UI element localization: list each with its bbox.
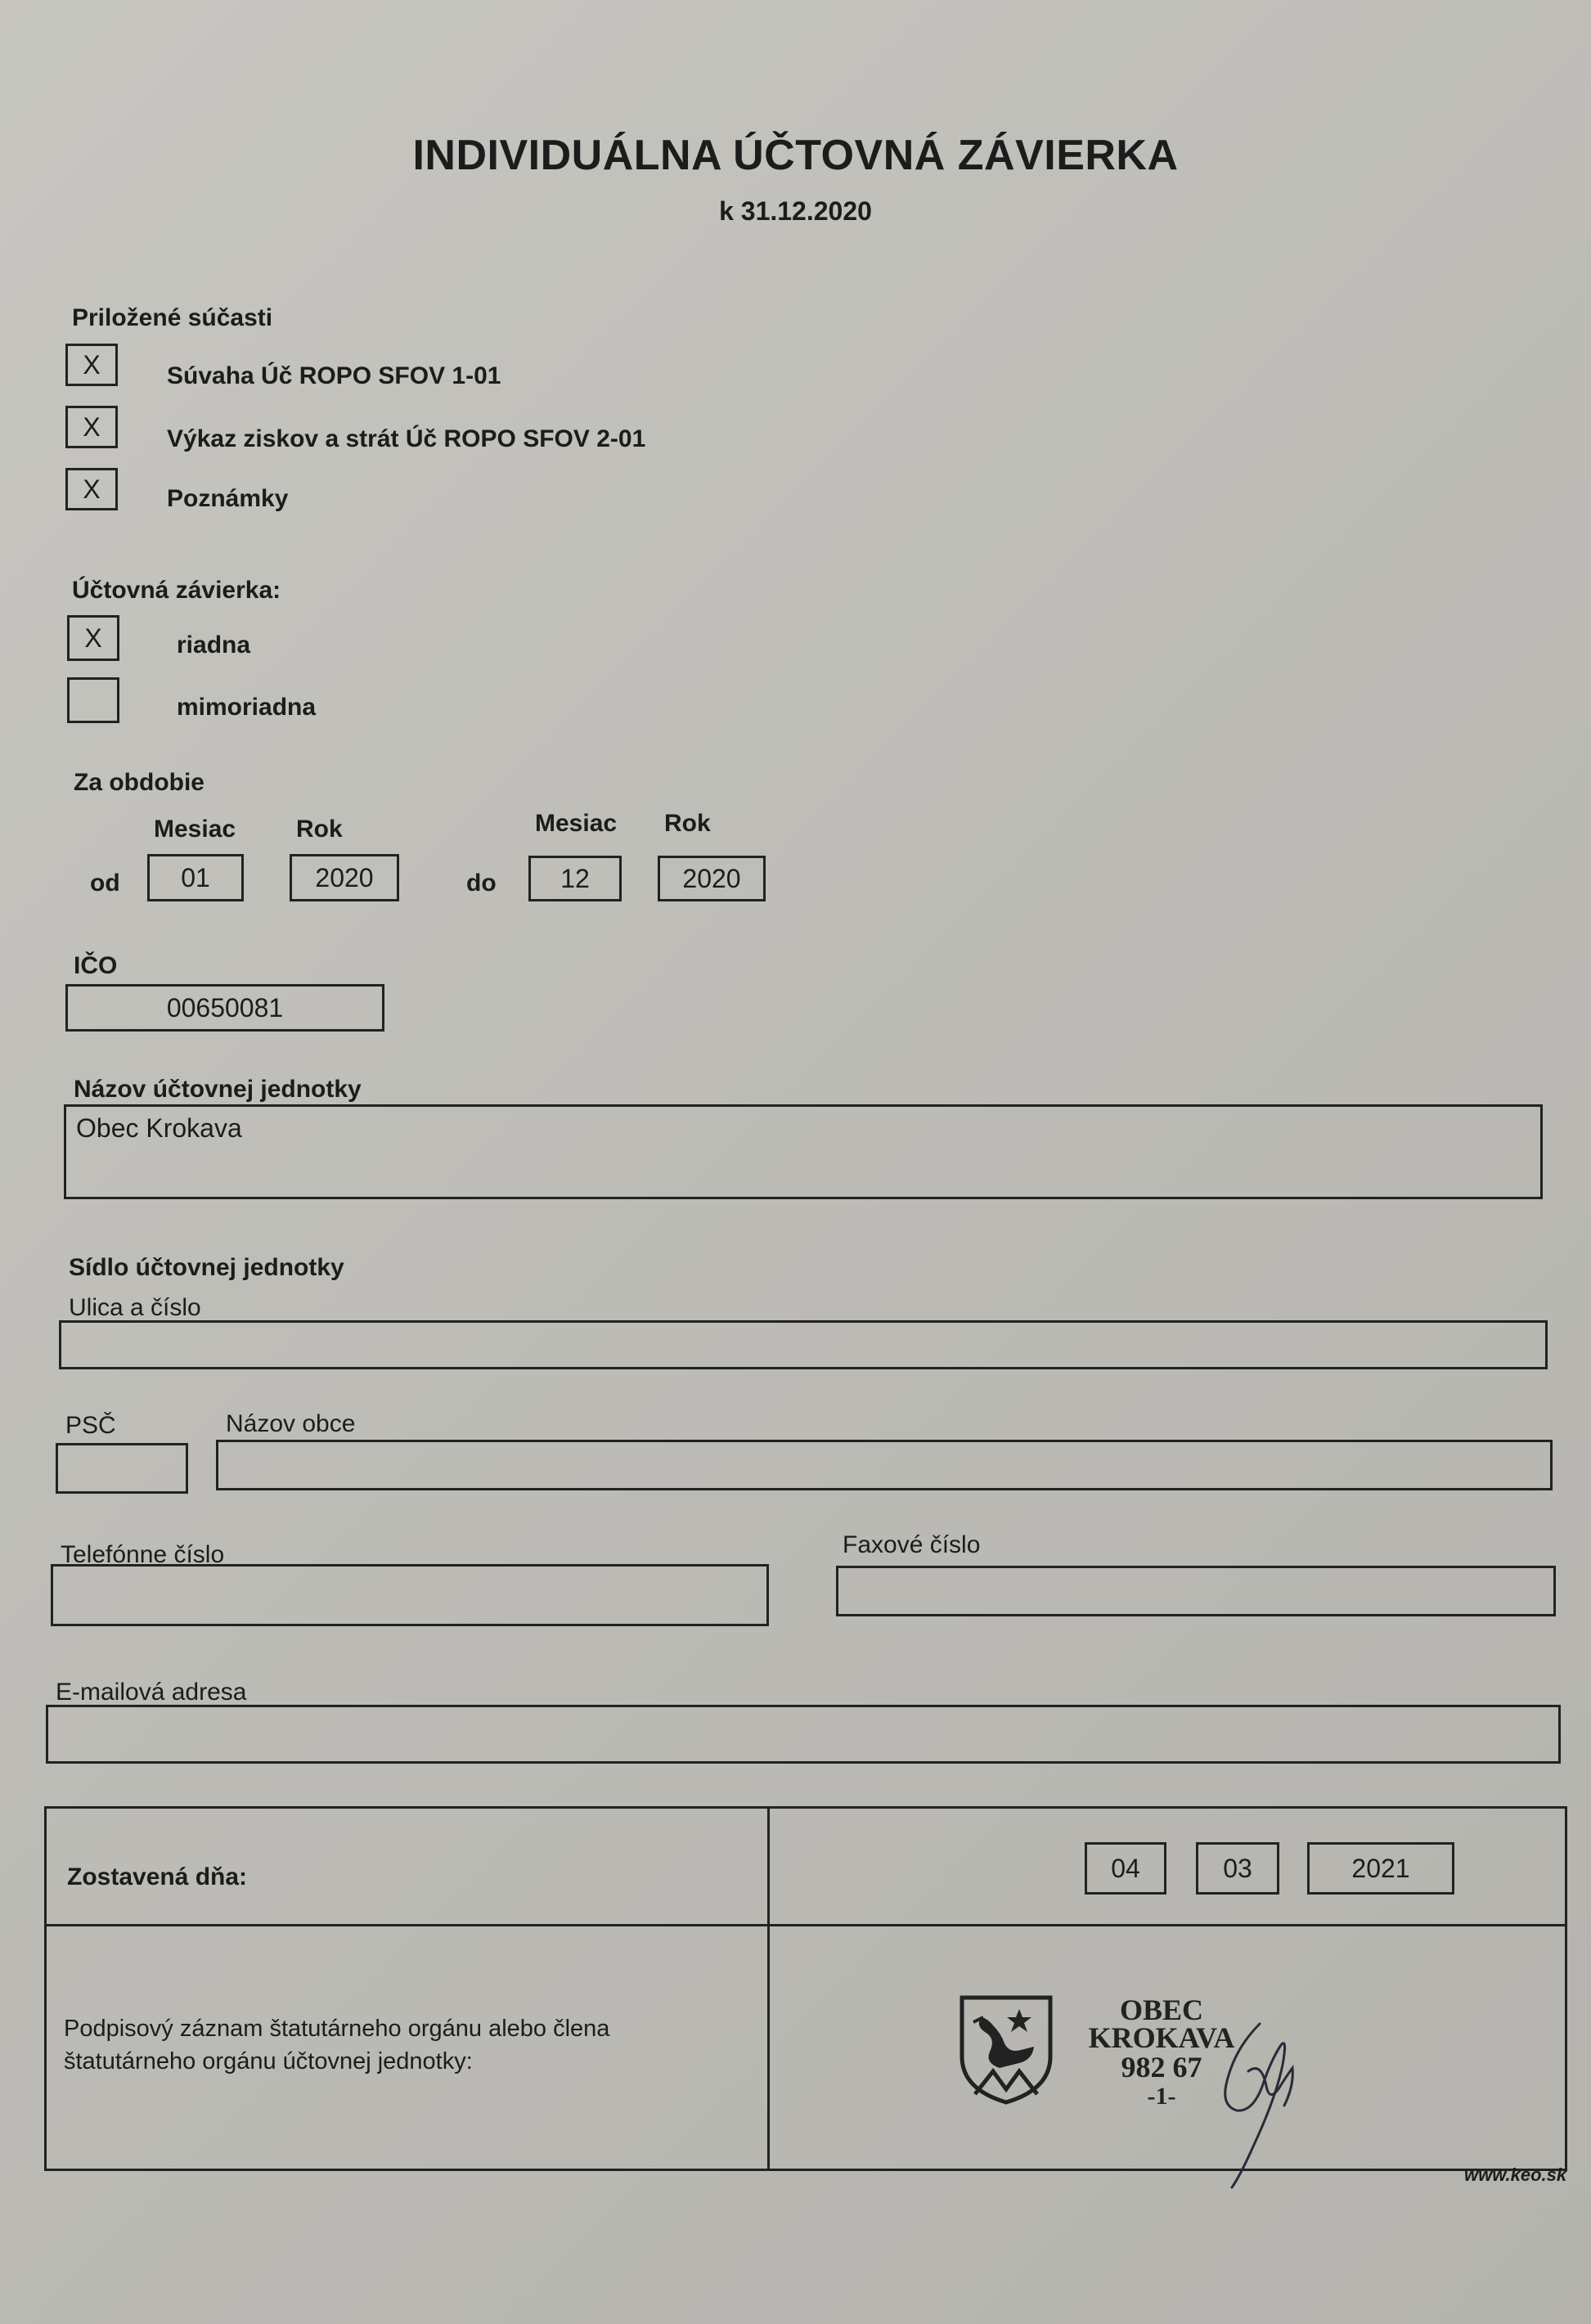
city-label: Názov obce (226, 1410, 356, 1437)
table-divider-horizontal (44, 1924, 1567, 1926)
email-label: E-mailová adresa (56, 1679, 247, 1706)
label-suvaha: Súvaha Úč ROPO SFOV 1-01 (167, 362, 501, 389)
unit-name-label: Názov účtovnej jednotky (74, 1076, 362, 1103)
checkbox-riadna[interactable]: X (67, 615, 119, 661)
signature-text-line1: Podpisový záznam štatutárneho orgánu alebo člena (64, 2016, 610, 2042)
label-riadna: riadna (177, 632, 251, 659)
to-month-field[interactable]: 12 (528, 856, 622, 901)
from-month-field[interactable]: 01 (147, 854, 244, 901)
from-year-label: Rok (296, 816, 343, 843)
stamp-text-line2: KROKAVA (1088, 2021, 1235, 2054)
from-month-label: Mesiac (154, 816, 236, 843)
fax-field[interactable] (836, 1566, 1556, 1616)
checkbox-poznamky[interactable]: X (65, 468, 118, 510)
ico-label: IČO (74, 952, 118, 979)
handwritten-signature (1202, 2007, 1301, 2196)
to-year-field[interactable]: 2020 (658, 856, 766, 901)
statement-type-heading: Účtovná závierka: (72, 577, 281, 604)
document-date: k 31.12.2020 (719, 196, 872, 226)
coat-of-arms-emblem (957, 1993, 1055, 2106)
to-month-label: Mesiac (535, 810, 618, 837)
stamp-text-line4: -1- (1147, 2083, 1176, 2110)
to-label: do (466, 870, 497, 897)
street-field[interactable] (59, 1320, 1548, 1369)
signature-text-line2: štatutárneho orgánu účtovnej jednotky: (64, 2048, 473, 2075)
to-year-label: Rok (664, 810, 711, 837)
checkbox-suvaha[interactable]: X (65, 344, 118, 386)
checkbox-vykaz[interactable]: X (65, 406, 118, 448)
label-poznamky: Poznámky (167, 485, 289, 512)
from-year-field[interactable]: 2020 (290, 854, 399, 901)
address-heading: Sídlo účtovnej jednotky (69, 1254, 344, 1281)
document-title: INDIVIDUÁLNA ÚČTOVNÁ ZÁVIERKA (412, 132, 1179, 179)
period-heading: Za obdobie (74, 769, 204, 796)
from-label: od (90, 870, 120, 897)
ico-field[interactable]: 00650081 (65, 984, 384, 1032)
compiled-label: Zostavená dňa: (67, 1863, 248, 1890)
psc-field[interactable] (56, 1443, 188, 1494)
label-vykaz: Výkaz ziskov a strát Úč ROPO SFOV 2-01 (167, 425, 646, 452)
email-field[interactable] (46, 1705, 1561, 1764)
stamp-text-line1: OBEC (1119, 1994, 1204, 2026)
street-label: Ulica a číslo (69, 1294, 201, 1321)
attachments-heading: Priložené súčasti (72, 304, 273, 331)
stamp-text-line3: 982 67 (1121, 2051, 1202, 2084)
table-divider-vertical (767, 1806, 770, 2171)
psc-label: PSČ (65, 1412, 116, 1439)
fax-label: Faxové číslo (843, 1531, 981, 1558)
checkbox-mimoriadna[interactable] (67, 677, 119, 723)
city-field[interactable] (216, 1440, 1553, 1490)
unit-name-field[interactable]: Obec Krokava (64, 1104, 1543, 1199)
label-mimoriadna: mimoriadna (177, 694, 317, 721)
compiled-day-field[interactable]: 04 (1085, 1842, 1166, 1895)
phone-label: Telefónne číslo (61, 1541, 225, 1568)
footer-url: www.keo.sk (1464, 2164, 1567, 2185)
compiled-month-field[interactable]: 03 (1196, 1842, 1279, 1895)
phone-field[interactable] (51, 1564, 769, 1626)
compiled-year-field[interactable]: 2021 (1307, 1842, 1454, 1895)
